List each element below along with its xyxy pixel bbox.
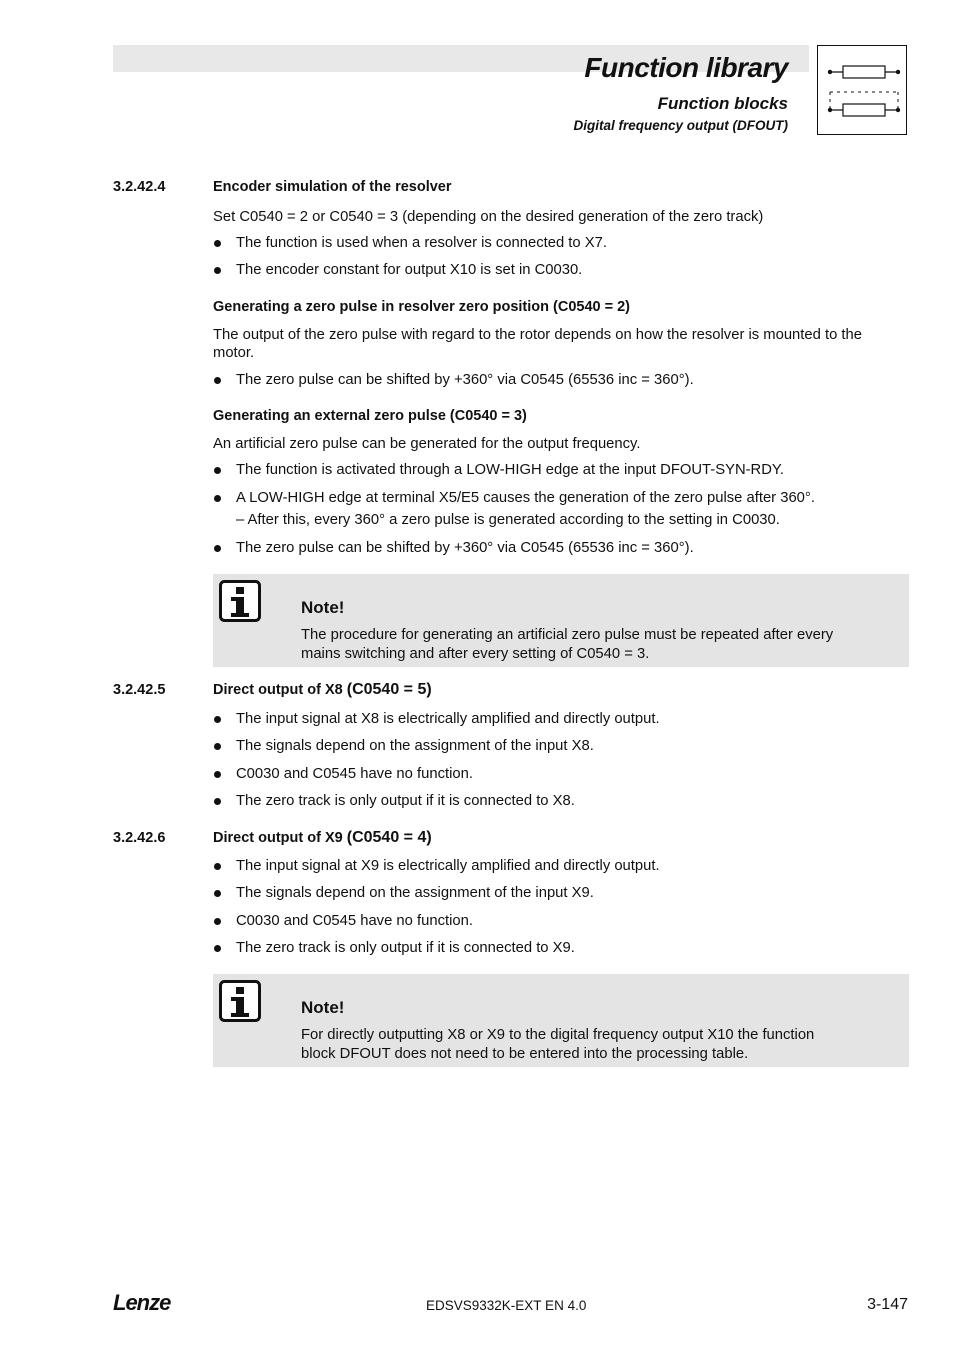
info-icon <box>219 980 261 1022</box>
section-heading: Encoder simulation of the resolver <box>213 179 452 195</box>
paragraph: The output of the zero pulse with regard to the rotor depends on how the resolver is mounted to the <box>213 327 862 343</box>
note-title: Note! <box>301 998 345 1017</box>
note-text: mains switching and after every setting of C0540 = 3. <box>301 646 650 662</box>
info-icon <box>219 580 261 622</box>
note-title: Note! <box>301 598 345 617</box>
paragraph: Set C0540 = 2 or C0540 = 3 (depending on the desired generation of the zero track) <box>213 209 764 225</box>
page-subtitle: Function blocks <box>657 94 788 113</box>
note-box <box>213 574 909 667</box>
section-heading: Direct output of X8 (C0540 = 5) <box>213 681 432 698</box>
lenze-logo: Lenze <box>113 1290 171 1315</box>
note-text: block DFOUT does not need to be entered into the processing table. <box>301 1046 749 1062</box>
section-heading: Direct output of X9 (C0540 = 4) <box>213 829 432 846</box>
function-block-icon <box>817 45 907 135</box>
note-box <box>213 974 909 1067</box>
subsection-heading: Generating an external zero pulse (C0540 = 3) <box>213 408 527 424</box>
page-title: Function library <box>584 52 788 83</box>
section-number: 3.2.42.6 <box>113 830 166 846</box>
page-number: 3-147 <box>867 1296 908 1313</box>
paragraph: An artificial zero pulse can be generated for the output frequency. <box>213 436 641 452</box>
section-number: 3.2.42.4 <box>113 179 166 195</box>
document-id: EDSVS9332K-EXT EN 4.0 <box>426 1298 587 1313</box>
paragraph: motor. <box>213 345 255 361</box>
note-text: For directly outputting X8 or X9 to the digital frequency output X10 the function <box>301 1027 815 1043</box>
page-subsubtitle: Digital frequency output (DFOUT) <box>573 118 788 133</box>
subsection-heading: Generating a zero pulse in resolver zero position (C0540 = 2) <box>213 299 631 315</box>
section-number: 3.2.42.5 <box>113 682 166 698</box>
note-text: The procedure for generating an artificial zero pulse must be repeated after every <box>301 627 834 643</box>
